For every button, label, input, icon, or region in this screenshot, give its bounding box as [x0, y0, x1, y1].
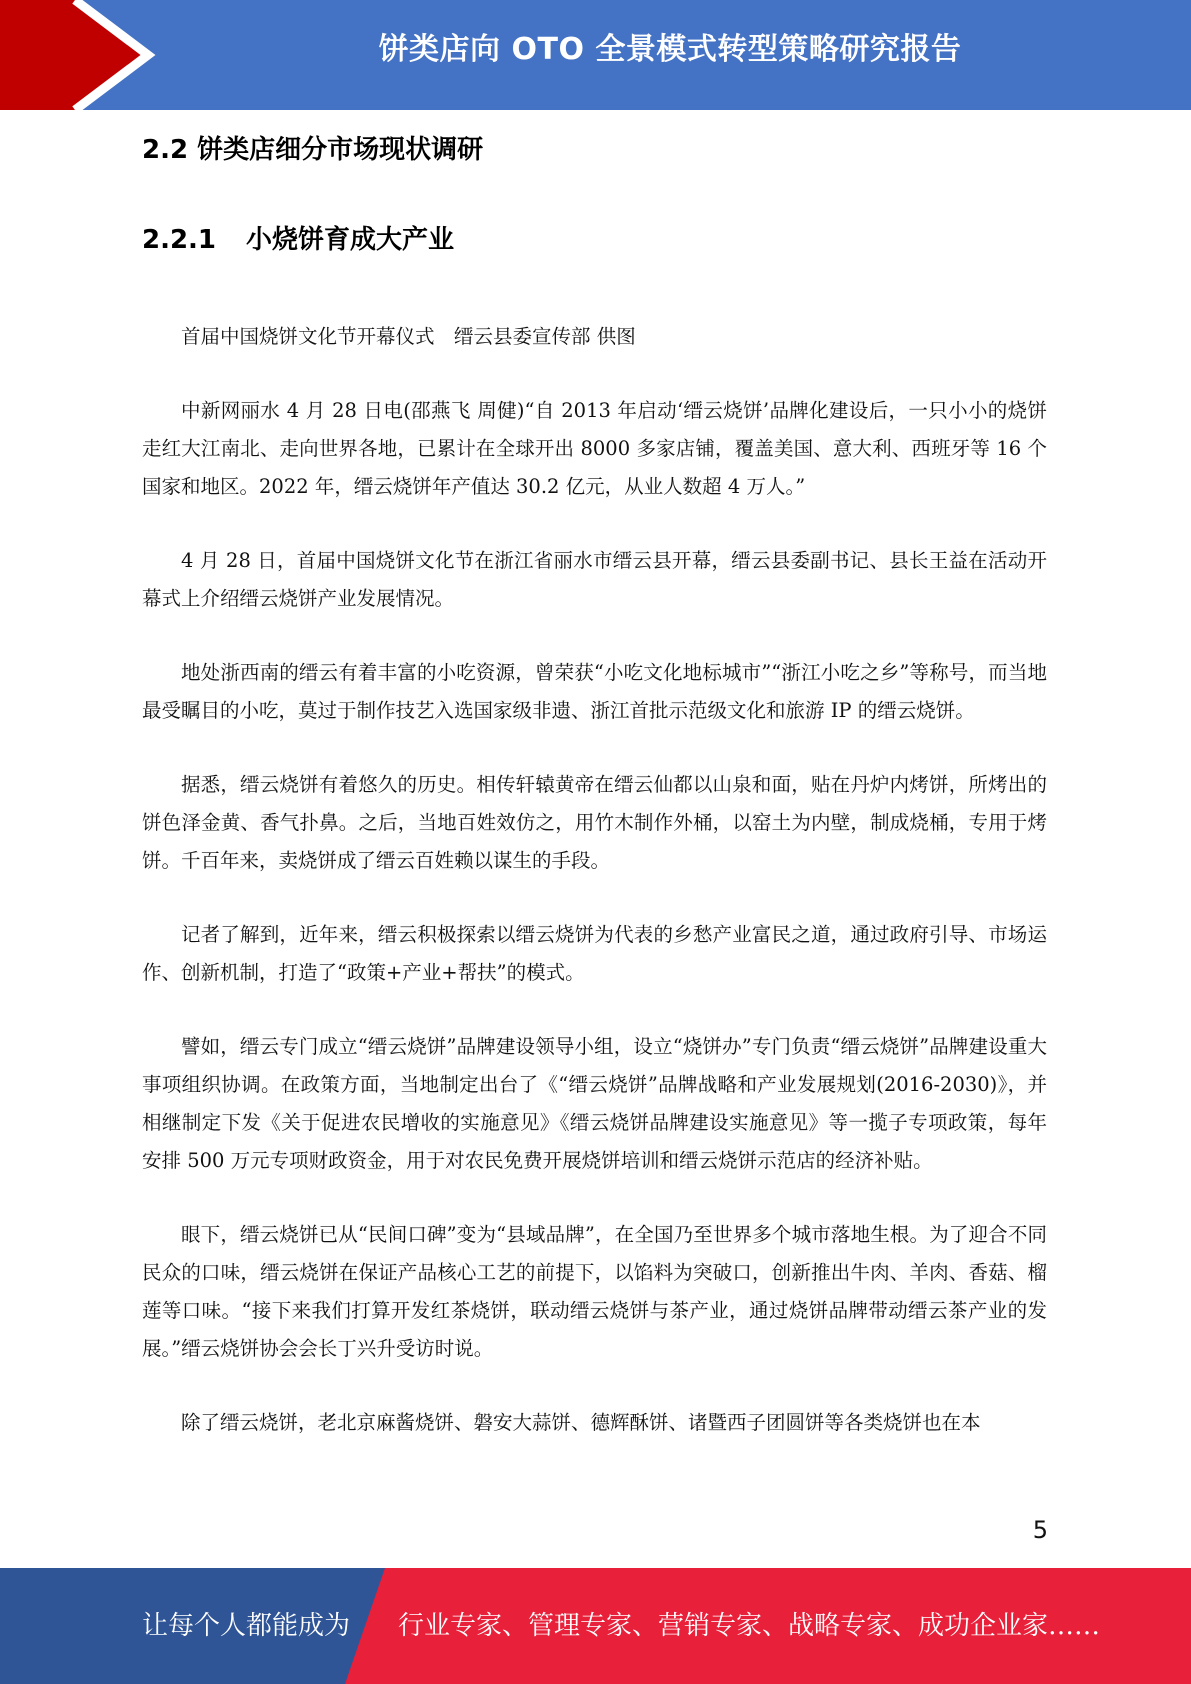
- paragraph: 眼下，缙云烧饼已从“民间口碑”变为“县域品牌”，在全国乃至世界多个城市落地生根。为了迎合不同民众的口味，缙云烧饼在保证产品核心工艺的前提下，以馅料为突破口，创新推出牛肉、羊肉、香菇、榴莲等口味。“接下来我们打算开发红茶烧饼，联动缙云烧饼与茶产业，通过烧饼品牌带动缙云茶产业的发展。”缙云烧饼协会会长丁兴升受访时说。: [142, 1223, 1047, 1360]
- paragraph: 譬如，缙云专门成立“缙云烧饼”品牌建设领导小组，设立“烧饼办”专门负责“缙云烧饼”品牌建设重大事项组织协调。在政策方面，当地制定出台了《“缙云烧饼”品牌战略和产业发展规划(2016-2030)》，并相继制定下发《关于促进农民增收的实施意见》《缙云烧饼品牌建设实施意见》等一揽子专项政策，每年安排 500 万元专项财政资金，用于对农民免费开展烧饼培训和缙云烧饼示范店的经济补贴。: [142, 1035, 1047, 1172]
- footer-slogan-right: 行业专家、管理专家、营销专家、战略专家、成功企业家……: [398, 1611, 1101, 1641]
- subsection-heading: [142, 210, 1047, 270]
- subsection-number: 2.2.1: [142, 225, 217, 255]
- section-heading: 2.2 饼类店细分市场现状调研: [142, 135, 484, 165]
- subsection-title: 小烧饼育成大产业: [246, 225, 455, 255]
- image-caption: 首届中国烧饼文化节开幕仪式 缙云县委宣传部 供图: [181, 325, 636, 348]
- footer-slogan-left: 让每个人都能成为: [142, 1611, 351, 1641]
- page-header: [0, 0, 1191, 110]
- report-title: 饼类店向 OTO 全景模式转型策略研究报告: [378, 32, 962, 67]
- paragraph: 除了缙云烧饼，老北京麻酱烧饼、磐安大蒜饼、德辉酥饼、诸暨西子团圆饼等各类烧饼也在本: [181, 1411, 981, 1434]
- page-footer: [0, 1568, 1191, 1684]
- paragraph: 中新网丽水 4 月 28 日电(邵燕飞 周健)“自 2013 年启动‘缙云烧饼’品牌化建设后，一只小小的烧饼走红大江南北、走向世界各地，已累计在全球开出 8000 多家店铺，覆盖美国、意大利、西班牙等 16 个国家和地区。2022 年，缙云烧饼年产值达 30.2 亿元，从业人数超 4 万人。”: [142, 399, 1047, 498]
- page-number: 5: [1032, 1516, 1048, 1544]
- paragraph: 4 月 28 日，首届中国烧饼文化节在浙江省丽水市缙云县开幕，缙云县委副书记、县长王益在活动开幕式上介绍缙云烧饼产业发展情况。: [142, 549, 1047, 610]
- paragraph: 据悉，缙云烧饼有着悠久的历史。相传轩辕黄帝在缙云仙都以山泉和面，贴在丹炉内烤饼，所烤出的饼色泽金黄、香气扑鼻。之后，当地百姓效仿之，用竹木制作外桶，以窑土为内壁，制成烧桶，专用于烤饼。千百年来，卖烧饼成了缙云百姓赖以谋生的手段。: [142, 773, 1047, 872]
- paragraph: 地处浙西南的缙云有着丰富的小吃资源，曾荣获“小吃文化地标城市”“浙江小吃之乡”等称号，而当地最受瞩目的小吃，莫过于制作技艺入选国家级非遗、浙江首批示范级文化和旅游 IP 的缙云烧饼。: [142, 661, 1047, 722]
- paragraph: 记者了解到，近年来，缙云积极探索以缙云烧饼为代表的乡愁产业富民之道，通过政府引导、市场运作、创新机制，打造了“政策+产业+帮扶”的模式。: [142, 923, 1047, 984]
- page-content: [142, 120, 1047, 1442]
